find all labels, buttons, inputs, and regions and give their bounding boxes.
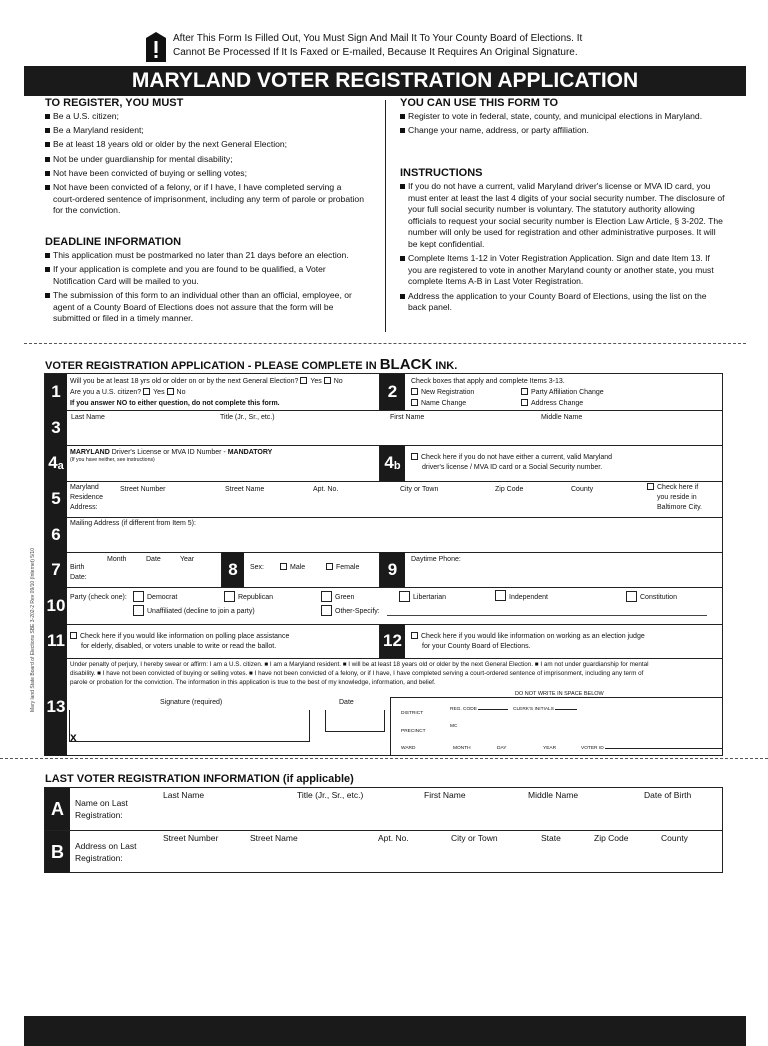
male-option[interactable]: Male	[280, 563, 305, 572]
list-item: Not have been convicted of buying or selling votes;	[45, 168, 365, 180]
middle-name-label-a: Middle Name	[528, 790, 579, 800]
male-checkbox[interactable]	[280, 563, 287, 570]
item-number-13: 13	[45, 658, 67, 756]
libertarian-checkbox[interactable]	[399, 591, 410, 602]
list-item: Not be under guardianship for mental disability;	[45, 154, 365, 166]
party-change-checkbox[interactable]	[521, 388, 528, 395]
title-suffix-label: Title (Jr., Sr., etc.)	[220, 414, 275, 421]
birth-label-2: Date:	[70, 574, 87, 581]
first-name-label-a: First Name	[424, 790, 466, 800]
page-title: MARYLAND VOTER REGISTRATION APPLICATION	[24, 66, 746, 96]
state-label-b: State	[541, 833, 561, 843]
last-name-label-a: Last Name	[163, 790, 205, 800]
next-page-title-bar	[24, 1016, 746, 1046]
no-id-checkbox[interactable]	[411, 453, 418, 460]
polling-assistance-line2: for elderly, disabled, or voters unable to write or read the ballot.	[81, 643, 277, 650]
apt-no-label: Apt. No.	[313, 486, 339, 493]
dob-label-a: Date of Birth	[644, 790, 692, 800]
last-registration-heading: LAST VOTER REGISTRATION INFORMATION (if applicable)	[45, 773, 354, 785]
office-use-heading: DO NOT WRITE IN SPACE BELOW	[515, 691, 604, 697]
mva-id-input[interactable]	[68, 464, 378, 480]
polling-assistance-checkbox[interactable]	[70, 632, 77, 639]
application-heading-post: INK.	[435, 360, 458, 372]
no-id-option-line2: driver's license / MVA ID card or a Social Security number.	[422, 464, 603, 471]
deadline-heading: DEADLINE INFORMATION	[45, 236, 182, 248]
item-number-4b: 4 b	[380, 445, 405, 481]
mc-label: MC	[450, 724, 458, 729]
oath-line-3: parole or probation for the conviction. The information in this application is true to the best of my knowledge, information, and belief.	[70, 679, 436, 686]
list-item: Address the application to your County Board of Elections, using the list on the back panel.	[400, 291, 725, 314]
item-letter-b: B	[45, 831, 70, 873]
sex-label: Sex:	[250, 564, 265, 571]
republican-checkbox[interactable]	[224, 591, 235, 602]
mailing-address-label: Mailing Address (if different from Item 5):	[70, 520, 196, 527]
street-name-label: Street Name	[225, 486, 265, 493]
phone-input[interactable]	[407, 565, 722, 585]
citizen-no-checkbox[interactable]	[167, 388, 174, 395]
zip-label-b: Zip Code	[594, 833, 629, 843]
exclamation-icon	[146, 32, 166, 62]
item-number-2: 2	[380, 374, 405, 410]
mail-notice	[173, 32, 613, 60]
use-list	[400, 111, 725, 137]
new-registration-option[interactable]: New Registration	[411, 388, 474, 397]
residence-label-3: Address:	[70, 504, 98, 511]
item-number-7: 7	[45, 552, 67, 587]
list-item: Not have been convicted of a felony, or if I have, I have completed serving a court-ordered sentence of imprisonment, including any term of parole or probation for the conviction.	[45, 182, 365, 217]
libertarian-label: Libertarian	[413, 594, 447, 601]
mva-id-label: MARYLAND Driver's License or MVA ID Number - MANDATORY	[70, 449, 273, 456]
democrat-label: Democrat	[147, 594, 178, 601]
q1-citizen-label: Are you a U.S. citizen? Yes No	[70, 389, 186, 396]
list-item: The submission of this form to an individual other than an official, employee, or agent of a County Board of Elections does not assure that the form will be submitted or filed in a timely manner.	[45, 290, 365, 325]
birth-date-input[interactable]	[103, 565, 218, 585]
female-checkbox[interactable]	[326, 563, 333, 570]
constitution-label: Constitution	[640, 594, 677, 601]
baltimore-city-line3: Baltimore City.	[657, 504, 702, 511]
unaffiliated-label: Unaffiliated (decline to join a party)	[147, 608, 255, 615]
a-label-2: Registration:	[75, 810, 123, 820]
election-judge-checkbox[interactable]	[411, 632, 418, 639]
signature-input[interactable]	[69, 710, 310, 742]
item-number-10: 10	[45, 587, 67, 624]
mailing-address-input[interactable]	[68, 529, 723, 551]
county-label-b: County	[661, 833, 688, 843]
deadline-section	[45, 236, 365, 327]
republican-label: Republican	[238, 594, 274, 601]
q2-label: Check boxes that apply and complete Items 3-13.	[411, 378, 565, 385]
use-heading: YOU CAN USE THIS FORM TO	[400, 97, 559, 109]
residence-label-1: Maryland	[70, 484, 99, 491]
list-item: Be at least 18 years old or older by the next General Election;	[45, 139, 365, 151]
phone-label: Daytime Phone:	[411, 556, 461, 563]
list-item: If your application is complete and you are found to be qualified, a Voter Notification Card will be mailed to you.	[45, 264, 365, 287]
oath-line-2: disability. ■ I have not been convicted of buying or selling votes. ■ I have not been convicted of a felony, or if I have, I have completed serving a court-ordered sentence of imprisonment, including any term of	[70, 670, 644, 677]
green-label: Green	[335, 594, 355, 601]
list-item: If you do not have a current, valid Maryland driver's license or MVA ID card, you must enter at least the last 4 digits of your social security number. The disclosure of your full social security number is voluntary. The statutory authority allowing officials to request your social security number is Election Law Article, § 3-202. The number will only be used for registration and other administrative purposes. It will be kept confidential.	[400, 181, 725, 251]
street-number-label-b: Street Number	[163, 833, 219, 843]
column-divider	[385, 100, 386, 332]
item-number-4a: 4 a	[45, 445, 67, 481]
list-item: Be a Maryland resident;	[45, 125, 365, 137]
office-year-label: YEAR	[543, 746, 557, 751]
application-heading-pre: VOTER REGISTRATION APPLICATION - PLEASE COMPLETE IN	[45, 360, 377, 372]
q1-warning: If you answer NO to either question, do not complete this form.	[70, 400, 280, 407]
instructions-list	[400, 181, 725, 314]
democrat-checkbox[interactable]	[133, 591, 144, 602]
last-registration-form	[44, 787, 723, 873]
name-change-option[interactable]: Name Change	[411, 399, 466, 408]
baltimore-city-line2: you reside in	[657, 494, 697, 501]
last-name-label: Last Name	[71, 414, 105, 421]
office-use-box	[390, 697, 723, 756]
female-option[interactable]: Female	[326, 563, 359, 572]
reg-code-label: REG. CODE	[450, 705, 508, 714]
application-heading	[45, 356, 457, 373]
birth-year-label: Year	[180, 556, 195, 563]
district-label: DISTRICT	[401, 711, 424, 716]
q1-age-label: Will you be at least 18 yrs old or older on or by the next General Election? Yes No	[70, 378, 343, 385]
city-label: City or Town	[400, 486, 439, 493]
item-number-6: 6	[45, 517, 67, 552]
cut-line	[24, 343, 746, 344]
eligibility-section	[45, 97, 365, 219]
city-label-b: City or Town	[451, 833, 498, 843]
item-number-8: 8	[222, 552, 244, 587]
instructions-heading: INSTRUCTIONS	[400, 167, 483, 179]
uses-section	[400, 97, 725, 139]
no-id-option[interactable]: Check here if you do not have either a current, valid Maryland	[411, 453, 612, 462]
cut-line-2	[0, 758, 768, 759]
first-name-label: First Name	[390, 414, 425, 421]
other-party-checkbox[interactable]	[321, 605, 332, 616]
baltimore-city-checkbox[interactable]	[647, 483, 654, 490]
clerk-initials-label: CLERK'S INITIALS	[513, 705, 577, 714]
notice-line-1: After This Form Is Filled Out, You Must Sign And Mail It To Your County Board of Elections. It	[173, 33, 583, 44]
oath-line-1: Under penalty of perjury, I hereby swear or affirm: I am a U.S. citizen. ■ I am a Maryland resident. ■ I will be at least 18 years old or older by the next General Election. ■ I am not under guardianship for mental	[70, 661, 649, 668]
signature-x-mark: x	[70, 730, 77, 744]
independent-checkbox[interactable]	[495, 590, 506, 601]
other-party-label: Other-Specify:	[335, 608, 380, 615]
other-party-input[interactable]	[387, 615, 707, 616]
signature-label: Signature (required)	[160, 699, 223, 706]
street-name-label-b: Street Name	[250, 833, 298, 843]
instructions-section	[400, 167, 725, 316]
office-month-label: MONTH	[453, 746, 471, 751]
sign-date-input[interactable]	[325, 710, 385, 732]
last-name-input[interactable]	[155, 802, 720, 828]
birth-label-1: Birth	[70, 564, 85, 571]
independent-label: Independent	[509, 594, 548, 601]
residence-label-2: Residence	[70, 494, 104, 501]
list-item: Complete Items 1-12 in Voter Registration Application. Sign and date Item 13. If you are registered to vote in another Maryland county or another state, you must complete Items A-B in Last Voter Registration.	[400, 253, 725, 288]
party-change-option[interactable]: Party Affiliation Change	[521, 388, 604, 397]
residence-address-input[interactable]	[115, 494, 645, 516]
age-no-checkbox[interactable]	[324, 377, 331, 384]
citizen-yes-checkbox[interactable]	[143, 388, 150, 395]
form-side-id: Mary land State Board of Elections SBE 3-202-2 Rev 09/10 (Internet) 5/10	[30, 548, 36, 712]
office-day-label: DAY	[497, 746, 507, 751]
item-letter-a: A	[45, 788, 70, 830]
item-number-1: 1	[45, 374, 67, 410]
age-yes-checkbox[interactable]	[300, 377, 307, 384]
election-judge-line2: for your County Board of Elections.	[422, 643, 531, 650]
item-number-9: 9	[380, 552, 405, 587]
list-item: Register to vote in federal, state, county, and municipal elections in Maryland.	[400, 111, 725, 123]
street-number-label: Street Number	[120, 486, 166, 493]
middle-name-label: Middle Name	[541, 414, 583, 421]
sign-date-label: Date	[339, 699, 354, 706]
mva-id-note: (If you have neither, see instructions)	[70, 457, 155, 463]
birth-date-label: Date	[146, 556, 161, 563]
item-number-3: 3	[45, 410, 67, 445]
address-change-option[interactable]: Address Change	[521, 399, 583, 408]
apt-no-label-b: Apt. No.	[378, 833, 409, 843]
b-label-1: Address on Last	[75, 841, 137, 851]
name-change-checkbox[interactable]	[411, 399, 418, 406]
list-item: Change your name, address, or party affiliation.	[400, 125, 725, 137]
party-label: Party (check one):	[70, 594, 127, 601]
application-heading-black: BLACK	[379, 356, 433, 373]
constitution-checkbox[interactable]	[626, 591, 637, 602]
b-label-2: Registration:	[75, 853, 123, 863]
item-number-5: 5	[45, 481, 67, 517]
must-heading: TO REGISTER, YOU MUST	[45, 97, 184, 109]
birth-month-label: Month	[107, 556, 127, 563]
list-item: This application must be postmarked no later than 21 days before an election.	[45, 250, 365, 262]
last-address-input[interactable]	[155, 845, 720, 872]
title-suffix-label-a: Title (Jr., Sr., etc.)	[297, 790, 364, 800]
list-item: Be a U.S. citizen;	[45, 111, 365, 123]
name-input[interactable]	[68, 422, 723, 444]
election-judge-option[interactable]: Check here if you would like information on working as an election judge	[411, 632, 645, 641]
item-number-11: 11	[45, 624, 67, 658]
voter-id-label: VOTER ID	[581, 744, 723, 753]
green-checkbox[interactable]	[321, 591, 332, 602]
zip-label: Zip Code	[495, 486, 524, 493]
address-change-checkbox[interactable]	[521, 399, 528, 406]
unaffiliated-checkbox[interactable]	[133, 605, 144, 616]
registration-form	[44, 373, 723, 756]
deadline-list	[45, 250, 365, 325]
notice-line-2: Cannot Be Processed If It Is Faxed or E-mailed, Because It Requires An Original Signature.	[173, 47, 578, 58]
precinct-label: PRECINCT	[401, 729, 426, 734]
baltimore-city-option[interactable]: Check here if	[647, 483, 698, 492]
a-label-1: Name on Last	[75, 798, 128, 808]
ward-label: WARD	[401, 746, 416, 751]
polling-assistance-option[interactable]: Check here if you would like information on polling place assistance	[70, 632, 289, 641]
must-list	[45, 111, 365, 217]
item-number-12: 12	[380, 624, 405, 658]
new-registration-checkbox[interactable]	[411, 388, 418, 395]
county-label: County	[571, 486, 594, 493]
